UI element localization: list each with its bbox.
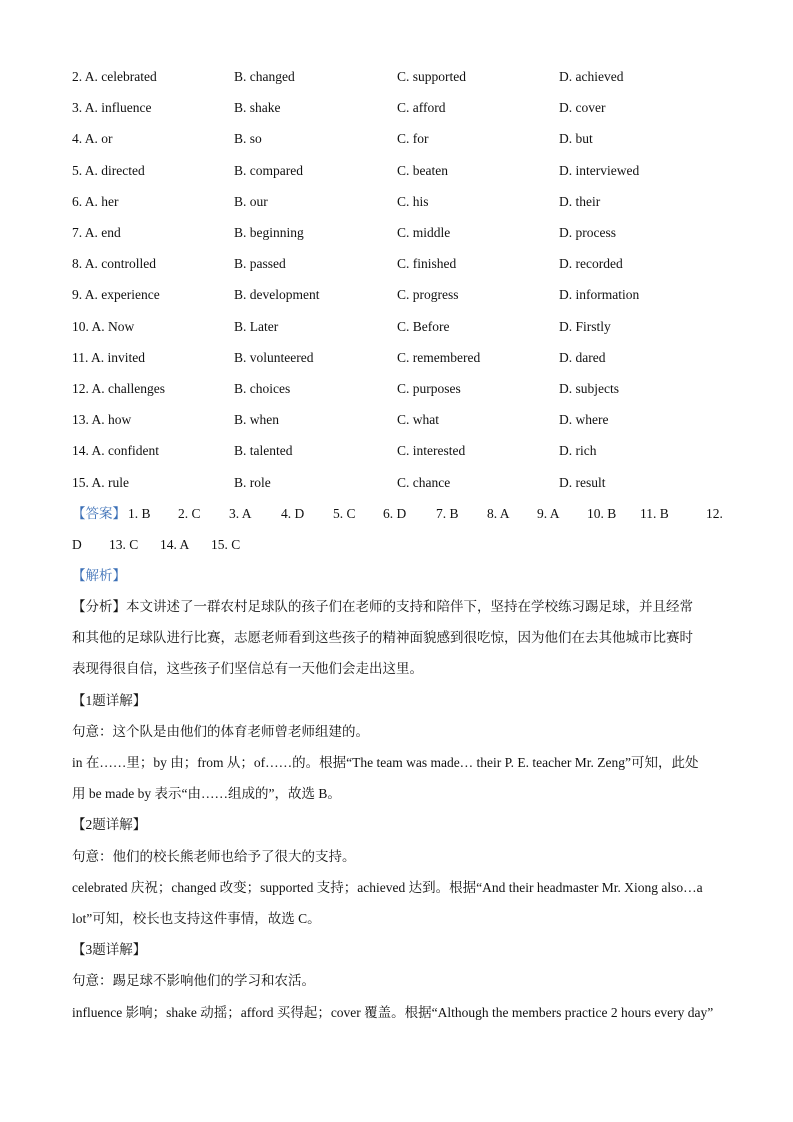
answer-label: 【答案】 [72, 506, 126, 521]
paragraph-line: lot”可知，校长也支持这件事情，故选 C。 [72, 911, 321, 926]
option: 4. A. or [72, 131, 113, 147]
option: D. information [559, 287, 640, 303]
option: C. progress [397, 287, 459, 303]
paragraph-line: 句意：踢足球不影响他们的学习和农活。 [72, 973, 315, 989]
option: B. changed [234, 69, 295, 84]
answer-item: 4. D [281, 506, 305, 521]
option: C. what [397, 412, 439, 428]
section-heading: 【1题详解】 [72, 692, 147, 708]
option: B. when [234, 412, 279, 428]
answer-item: 14. A [160, 537, 190, 552]
answer-item: 6. D [383, 506, 407, 521]
option: B. volunteered [234, 349, 314, 365]
option: C. for [397, 131, 429, 147]
paragraph-line: 用 be made by 表示“由……组成的”，故选 B。 [72, 786, 341, 802]
option: B. choices [234, 381, 291, 396]
option: 11. A. invited [72, 349, 145, 365]
option: D. their [559, 193, 601, 209]
option: D. achieved [559, 69, 624, 84]
answer-item: 3. A [229, 506, 252, 521]
paragraph-line: influence 影响；shake 动摇；afford 买得起；cover 覆盖。根据“Although the members practice 2 hours every day” [72, 1004, 714, 1020]
answer-item: 12. [706, 506, 723, 521]
answer-item: 9. A [537, 506, 560, 521]
option: 12. A. challenges [72, 381, 165, 396]
paragraph-line: 表现得很自信，这些孩子们坚信总有一天他们会走出这里。 [72, 661, 423, 677]
paragraph-line: celebrated 庆祝；changed 改变；supported 支持；achieved 达到。根据“And their headmaster Mr. Xiong also…a [72, 879, 703, 895]
option: B. shake [234, 100, 281, 116]
paragraph-line: 和其他的足球队进行比赛，志愿老师看到这些孩子的精神面貌感到很吃惊，因为他们在去其他城市比赛时 [72, 630, 693, 646]
answer-item: 7. B [436, 506, 459, 521]
option: 14. A. confident [72, 443, 159, 459]
paragraph-line: 句意：这个队是由他们的体育老师曾老师组建的。 [72, 723, 369, 739]
paragraph-line: 【分析】本文讲述了一群农村足球队的孩子们在老师的支持和陪伴下，坚持在学校练习踢足球，并且经常 [72, 599, 693, 614]
option: 2. A. celebrated [72, 69, 157, 84]
option: 13. A. how [72, 412, 132, 428]
answer-line [72, 535, 251, 555]
option: C. remembered [397, 349, 481, 365]
option: B. so [234, 131, 262, 147]
answer-item: 11. B [640, 506, 669, 521]
section-heading: 【2题详解】 [72, 817, 147, 833]
option: C. afford [397, 100, 446, 116]
option: C. his [397, 193, 429, 209]
option: 5. A. directed [72, 162, 145, 178]
option: B. beginning [234, 225, 304, 240]
answer-item: 2. C [178, 506, 201, 521]
option: D. process [559, 225, 616, 240]
option: C. Before [397, 318, 450, 334]
option: 10. A. Now [72, 318, 135, 334]
option: B. Later [234, 318, 279, 334]
answer-item: D [72, 537, 82, 552]
option: D. dared [559, 349, 606, 365]
option: C. middle [397, 225, 451, 240]
option: B. talented [234, 443, 293, 459]
answer-item: 10. B [587, 506, 617, 521]
option: D. where [559, 412, 609, 428]
section-heading: 【3题详解】 [72, 942, 147, 958]
option: C. interested [397, 443, 466, 459]
paragraph-line: in 在……里；by 由；from 从；of……的。根据“The team was made… their P. E. teacher Mr. Zeng”可知，此处 [72, 755, 699, 770]
option: 3. A. influence [72, 100, 152, 116]
answer-item: 15. C [211, 537, 241, 552]
option: D. rich [559, 443, 597, 459]
paragraph-line: 句意：他们的校长熊老师也给予了很大的支持。 [72, 848, 356, 864]
option: B. passed [234, 256, 286, 272]
answer-item: 13. C [109, 537, 139, 552]
option: 9. A. experience [72, 287, 160, 303]
option: B. development [234, 287, 320, 303]
option: B. compared [234, 162, 303, 178]
option: D. cover [559, 100, 606, 116]
option: B. our [234, 193, 268, 209]
option: C. beaten [397, 162, 448, 178]
option: 15. A. rule [72, 474, 129, 490]
answer-item: 8. A [487, 506, 510, 521]
option: D. but [559, 131, 593, 147]
answer-item: 1. B [128, 506, 151, 521]
option: 7. A. end [72, 225, 121, 240]
answer-item: 5. C [333, 506, 356, 521]
option: 6. A. her [72, 193, 119, 209]
option: C. supported [397, 69, 466, 84]
answer-line [72, 504, 726, 524]
option: D. Firstly [559, 318, 611, 334]
option: B. role [234, 474, 271, 490]
option: D. result [559, 474, 606, 490]
option: D. interviewed [559, 162, 640, 178]
option: D. subjects [559, 381, 619, 396]
option: D. recorded [559, 256, 623, 272]
option: C. chance [397, 474, 451, 490]
option: C. purposes [397, 381, 461, 396]
option: 8. A. controlled [72, 256, 156, 272]
option: C. finished [397, 256, 457, 272]
analysis-label: 【解析】 [72, 568, 126, 583]
